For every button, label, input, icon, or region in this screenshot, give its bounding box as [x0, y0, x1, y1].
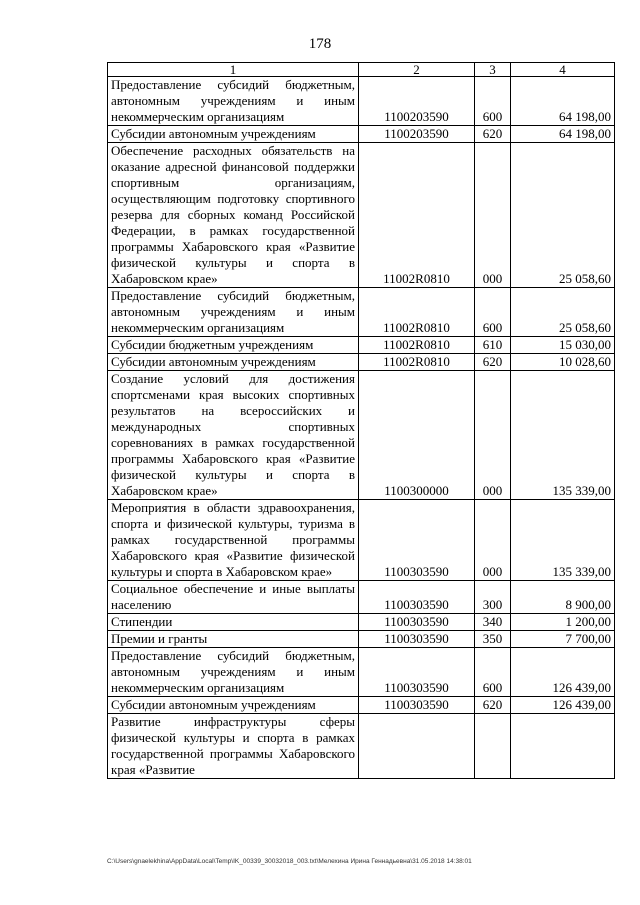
row-code: 11002R0810	[359, 288, 475, 337]
row-type: 620	[475, 126, 511, 143]
row-code: 1100303590	[359, 500, 475, 581]
row-description: Мероприятия в области здравоохранения, спорта и физической культуры, туризма в рамках государственной программы Хабаровского края «Развитие физической культуры и спорта в Хабаровском крае»	[108, 500, 359, 581]
row-amount: 10 028,60	[511, 354, 615, 371]
table-row	[108, 371, 615, 500]
table-row	[108, 581, 615, 614]
table-row	[108, 288, 615, 337]
row-type: 600	[475, 648, 511, 697]
table-row	[108, 648, 615, 697]
row-type: 300	[475, 581, 511, 614]
row-code: 1100303590	[359, 631, 475, 648]
footer-file-path: C:\Users\gnaelekhina\AppData\Local\Temp\IK_00339_30032018_003.txt\Мелехина Ирина Геннадьевна\31.05.2018 14:38:01	[107, 858, 472, 865]
header-col-4: 4	[511, 63, 615, 77]
row-description: Субсидии автономным учреждениям	[108, 354, 359, 371]
row-type: 600	[475, 288, 511, 337]
row-code: 1100203590	[359, 126, 475, 143]
row-description: Субсидии автономным учреждениям	[108, 697, 359, 714]
row-amount: 25 058,60	[511, 288, 615, 337]
row-type: 620	[475, 354, 511, 371]
row-description: Предоставление субсидий бюджетным, автономным учреждениям и иным некоммерческим организациям	[108, 288, 359, 337]
row-description: Субсидии бюджетным учреждениям	[108, 337, 359, 354]
header-row	[108, 63, 615, 77]
row-code	[359, 714, 475, 779]
table-row	[108, 354, 615, 371]
row-amount: 8 900,00	[511, 581, 615, 614]
row-code: 1100303590	[359, 581, 475, 614]
row-type: 350	[475, 631, 511, 648]
row-description: Предоставление субсидий бюджетным, автономным учреждениям и иным некоммерческим организациям	[108, 648, 359, 697]
row-amount: 126 439,00	[511, 697, 615, 714]
row-description: Социальное обеспечение и иные выплаты населению	[108, 581, 359, 614]
table-row	[108, 697, 615, 714]
budget-table	[107, 62, 615, 779]
row-amount: 7 700,00	[511, 631, 615, 648]
table-row	[108, 77, 615, 126]
row-amount: 1 200,00	[511, 614, 615, 631]
row-amount: 135 339,00	[511, 500, 615, 581]
row-code: 11002R0810	[359, 354, 475, 371]
header-col-3: 3	[475, 63, 511, 77]
row-description: Создание условий для достижения спортсменами края высоких спортивных результатов на всероссийских и международных спортивных соревнованиях в рамках государственной программы Хабаровского края «Развитие физической культуры и спорта в Хабаровском крае»	[108, 371, 359, 500]
table-row	[108, 500, 615, 581]
table-row	[108, 631, 615, 648]
row-type	[475, 714, 511, 779]
row-description: Стипендии	[108, 614, 359, 631]
row-code: 1100303590	[359, 614, 475, 631]
row-description: Премии и гранты	[108, 631, 359, 648]
table-row	[108, 126, 615, 143]
row-amount	[511, 714, 615, 779]
row-description: Предоставление субсидий бюджетным, автономным учреждениям и иным некоммерческим организациям	[108, 77, 359, 126]
row-type: 610	[475, 337, 511, 354]
header-col-1: 1	[108, 63, 359, 77]
header-col-2: 2	[359, 63, 475, 77]
table-row	[108, 337, 615, 354]
row-type: 340	[475, 614, 511, 631]
table-row	[108, 614, 615, 631]
row-description: Обеспечение расходных обязательств на оказание адресной финансовой поддержки спортивным организациям, осуществляющим подготовку спортивного резерва для сборных команд Российской Федерации, в рамках государственной программы Хабаровского края «Развитие физической культуры и спорта в Хабаровском крае»	[108, 143, 359, 288]
row-type: 600	[475, 77, 511, 126]
row-code: 11002R0810	[359, 143, 475, 288]
row-amount: 135 339,00	[511, 371, 615, 500]
row-code: 1100300000	[359, 371, 475, 500]
row-amount: 15 030,00	[511, 337, 615, 354]
row-description: Развитие инфраструктуры сферы физической культуры и спорта в рамках государственной программы Хабаровского края «Развитие	[108, 714, 359, 779]
table-row	[108, 143, 615, 288]
row-amount: 25 058,60	[511, 143, 615, 288]
table-row	[108, 714, 615, 779]
row-amount: 64 198,00	[511, 77, 615, 126]
row-code: 1100203590	[359, 77, 475, 126]
row-amount: 64 198,00	[511, 126, 615, 143]
row-code: 1100303590	[359, 648, 475, 697]
row-type: 000	[475, 371, 511, 500]
row-code: 1100303590	[359, 697, 475, 714]
row-amount: 126 439,00	[511, 648, 615, 697]
row-type: 620	[475, 697, 511, 714]
row-description: Субсидии автономным учреждениям	[108, 126, 359, 143]
row-type: 000	[475, 143, 511, 288]
row-code: 11002R0810	[359, 337, 475, 354]
page-number: 178	[308, 36, 332, 52]
row-type: 000	[475, 500, 511, 581]
